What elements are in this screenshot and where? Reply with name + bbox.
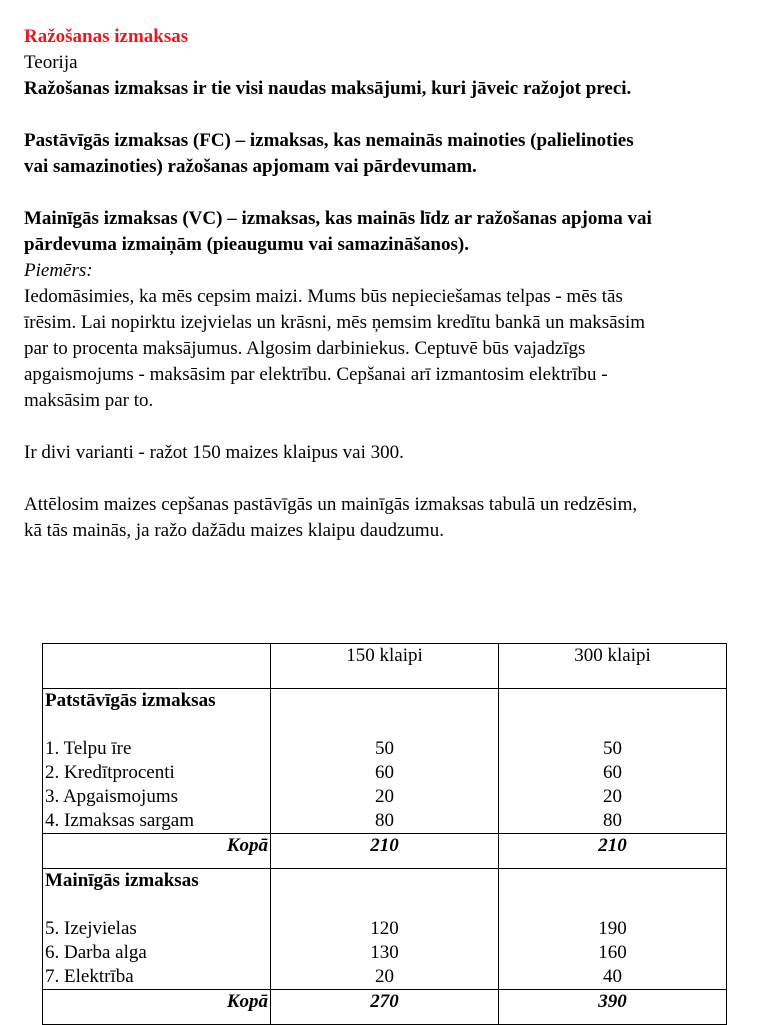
example-line: Iedomāsimies, ka mēs cepsim maizi. Mums būs nepieciešamas telpas - mēs tās — [24, 286, 623, 307]
fixed-item: 1. Telpu īre — [45, 738, 132, 759]
variable-costs-row — [43, 869, 727, 990]
fixed-costs-title: Patstāvīgās izmaksas — [45, 690, 216, 711]
fixed-value: 60 — [375, 762, 394, 783]
fixed-value: 50 — [603, 738, 622, 759]
variable-values-150 — [271, 869, 499, 990]
header-300: 300 klaipi — [499, 644, 727, 689]
example-line: maksāsim par to. — [24, 390, 154, 411]
fixed-value: 60 — [603, 762, 622, 783]
variable-item: 6. Darba alga — [45, 942, 147, 963]
document-title: Ražošanas izmaksas — [24, 26, 189, 47]
conclusion-line: Attēlosim maizes cepšanas pastāvīgās un mainīgās izmaksas tabulā un redzēsim, — [24, 494, 638, 515]
subtitle: Teorija — [24, 52, 78, 73]
fixed-total-row — [43, 834, 727, 869]
fixed-cost-line-1: Pastāvīgās izmaksas (FC) – izmaksas, kas nemainās mainoties (palielinoties — [24, 130, 634, 151]
variable-total-150: 270 — [271, 990, 499, 1025]
variable-cost-line-2: pārdevuma izmaiņām (pieaugumu vai samazināšanos). — [24, 234, 469, 255]
variable-total-label: Kopā — [43, 990, 271, 1025]
fixed-value: 80 — [603, 810, 622, 831]
fixed-value: 20 — [375, 786, 394, 807]
variable-value: 130 — [370, 942, 399, 963]
variable-values-300 — [499, 869, 727, 990]
fixed-value: 20 — [603, 786, 622, 807]
variable-value: 20 — [375, 966, 394, 987]
variants-text: Ir divi varianti - ražot 150 maizes klaipus vai 300. — [24, 442, 404, 463]
variable-value: 120 — [370, 918, 399, 939]
table-header-row — [43, 644, 727, 689]
fixed-item: 3. Apgaismojums — [45, 786, 179, 807]
example-line: par to procenta maksājumus. Algosim darbiniekus. Ceptuvē būs vajadzīgs — [24, 338, 586, 359]
variable-total-row — [43, 990, 727, 1025]
variable-value: 40 — [603, 966, 622, 987]
fixed-cost-line-2: vai samazinoties) ražošanas apjomam vai pārdevumam. — [24, 156, 477, 177]
fixed-value: 50 — [375, 738, 394, 759]
variable-cost-line-1: Mainīgās izmaksas (VC) – izmaksas, kas mainās līdz ar ražošanas apjoma vai — [24, 208, 652, 229]
fixed-values-300 — [499, 689, 727, 834]
fixed-item: 2. Kredītprocenti — [45, 762, 175, 783]
example-line: apgaismojums - maksāsim par elektrību. Cepšanai arī izmantosim elektrību - — [24, 364, 608, 385]
fixed-values-150 — [271, 689, 499, 834]
example-label: Piemērs: — [24, 260, 93, 281]
variable-value: 190 — [598, 918, 627, 939]
fixed-total-150: 210 — [271, 834, 499, 869]
document-text — [24, 24, 754, 544]
header-150: 150 klaipi — [271, 644, 499, 689]
fixed-total-label: Kopā — [43, 834, 271, 869]
fixed-costs-items — [43, 689, 271, 834]
example-line: īrēsim. Lai nopirktu izejvielas un krāsni, mēs ņemsim kredītu bankā un maksāsim — [24, 312, 646, 333]
header-empty-cell — [43, 644, 271, 689]
variable-costs-items — [43, 869, 271, 990]
variable-value: 160 — [598, 942, 627, 963]
fixed-costs-row — [43, 689, 727, 834]
fixed-value: 80 — [375, 810, 394, 831]
variable-item: 5. Izejvielas — [45, 918, 137, 939]
fixed-total-300: 210 — [499, 834, 727, 869]
variable-item: 7. Elektrība — [45, 966, 134, 987]
conclusion-line: kā tās mainās, ja ražo dažādu maizes klaipu daudzumu. — [24, 520, 444, 541]
definition: Ražošanas izmaksas ir tie visi naudas maksājumi, kuri jāveic ražojot preci. — [24, 78, 632, 99]
variable-total-300: 390 — [499, 990, 727, 1025]
variable-costs-title: Mainīgās izmaksas — [45, 870, 199, 891]
cost-table — [42, 643, 727, 1025]
fixed-item: 4. Izmaksas sargam — [45, 810, 194, 831]
